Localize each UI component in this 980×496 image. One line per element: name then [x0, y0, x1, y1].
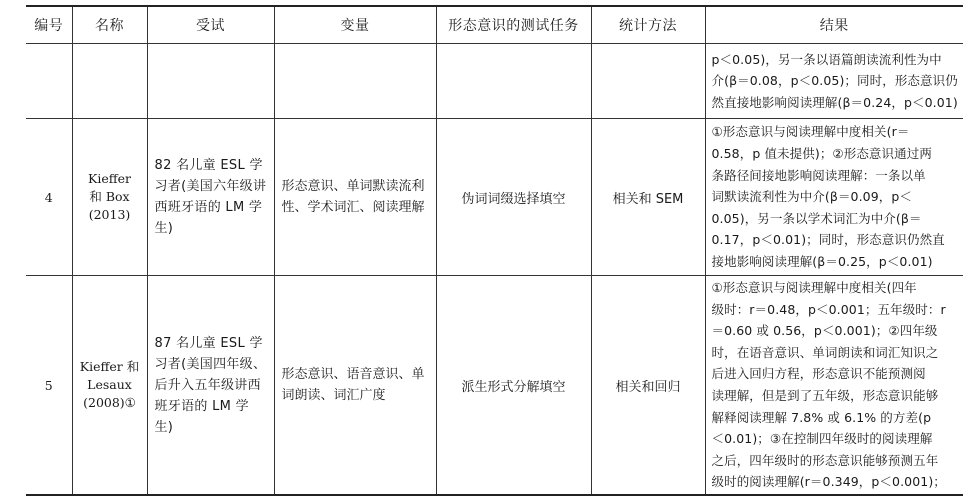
- table-row: [26, 276, 963, 496]
- cell-num: 5: [26, 276, 72, 496]
- cell-result: ①形态意识与阅读理解中度相关(r＝ 0.58，p 值未提供)；②形态意识通过两 条路径间接地影响阅读理解：一条以单 词默读流利性为中介(β＝0.09，p＜ 0.05)，另一条以学术词汇为中介(β＝ 0.17，p＜0.01)；同时，形态意识仍然直 接地影响阅读理解(β＝0.25，p＜0.01): [705, 119, 963, 276]
- header-row: [26, 6, 963, 44]
- cell-variables: [274, 44, 436, 119]
- cell-subjects: [147, 44, 274, 119]
- cell-result: p＜0.05)，另一条以语篇朗读流利性为中 介(β＝0.08，p＜0.05)；同时，形态意识仍 然直接地影响阅读理解(β＝0.24，p＜0.01): [705, 44, 963, 119]
- table-row: [26, 119, 963, 276]
- cell-subjects: 87 名儿童 ESL 学习者(美国四年级、后升入五年级讲西班牙语的 LM 学生): [147, 276, 274, 496]
- cell-task: 伪词词缀选择填空: [436, 119, 591, 276]
- cell-stats: 相关和 SEM: [591, 119, 705, 276]
- cell-name: Kieffer 和 Box (2013): [72, 119, 147, 276]
- cell-num: [26, 44, 72, 119]
- cell-variables: 形态意识、单词默读流利性、学术词汇、阅读理解: [274, 119, 436, 276]
- header-name: 名称: [72, 6, 147, 44]
- header-results: 结果: [705, 6, 963, 44]
- literature-review-table: [26, 5, 963, 496]
- cell-task: 派生形式分解填空: [436, 276, 591, 496]
- header-variables: 变量: [274, 6, 436, 44]
- table-row: [26, 44, 963, 119]
- header-stats: 统计方法: [591, 6, 705, 44]
- header-task: 形态意识的测试任务: [436, 6, 591, 44]
- cell-name: [72, 44, 147, 119]
- header-subjects: 受试: [147, 6, 274, 44]
- header-num: 编号: [26, 6, 72, 44]
- cell-task: [436, 44, 591, 119]
- cell-stats: [591, 44, 705, 119]
- cell-num: 4: [26, 119, 72, 276]
- cell-subjects: 82 名儿童 ESL 学习者(美国六年级讲西班牙语的 LM 学生): [147, 119, 274, 276]
- cell-stats: 相关和回归: [591, 276, 705, 496]
- cell-result: ①形态意识与阅读理解中度相关(四年 级时：r＝0.48，p＜0.001；五年级时：r ＝0.60 或 0.56，p＜0.001)；②四年级 时，在语音意识、单词朗读和词汇知识之 后进入回归方程，形态意识不能预测阅 读理解，但是到了五年级，形态意识能够 解释阅读理解 7.8% 或 6.1% 的方差(p ＜0.01)；③在控制四年级时的阅读理解 之后，四年级时的形态意识能够预测五年 级时的阅读理解(r＝0.349，p＜0.001)；: [705, 276, 963, 496]
- cell-variables: 形态意识、语音意识、单词朗读、词汇广度: [274, 276, 436, 496]
- cell-name: Kieffer 和 Lesaux (2008)①: [72, 276, 147, 496]
